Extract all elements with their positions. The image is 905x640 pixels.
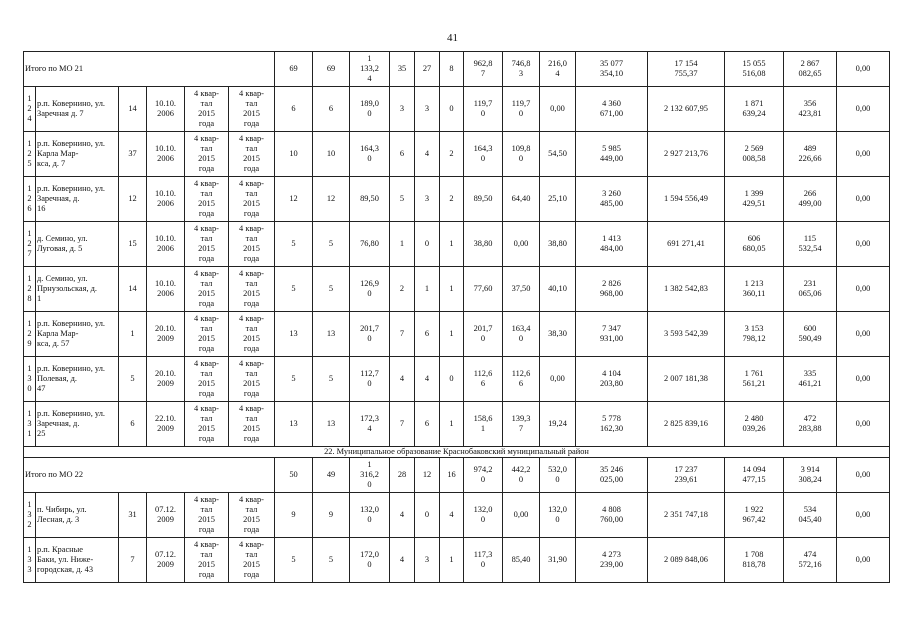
table-cell: 15 — [119, 222, 147, 267]
table-cell: 5 778 162,30 — [576, 402, 648, 447]
table-cell: 5 — [313, 267, 350, 312]
table-cell: 7 347 931,00 — [576, 312, 648, 357]
table-cell: 1 708 818,78 — [725, 538, 784, 583]
table-cell: 6 — [275, 87, 313, 132]
table-cell: 691 271,41 — [648, 222, 725, 267]
table-cell: 37 — [119, 132, 147, 177]
table-cell: 7 — [390, 312, 415, 357]
table-cell: 474 572,16 — [784, 538, 837, 583]
table-cell: 4 квар- тал 2015 года — [185, 177, 229, 222]
table-cell: 5 — [275, 222, 313, 267]
table-cell: 6 — [119, 402, 147, 447]
table-cell: 10.10. 2006 — [147, 267, 185, 312]
table-cell: 1 2 5 — [24, 132, 36, 177]
table-cell: 49 — [313, 458, 350, 493]
table-cell: 5 985 449,00 — [576, 132, 648, 177]
table-cell: 442,2 0 — [503, 458, 540, 493]
table-cell: 0,00 — [540, 357, 576, 402]
table-cell: 5 — [390, 177, 415, 222]
table-cell: 50 — [275, 458, 313, 493]
table-cell: 10.10. 2006 — [147, 177, 185, 222]
table-cell: 472 283,88 — [784, 402, 837, 447]
table-cell: 139,3 7 — [503, 402, 540, 447]
table-cell: 163,4 0 — [503, 312, 540, 357]
table-cell: 115 532,54 — [784, 222, 837, 267]
table-cell: 2 825 839,16 — [648, 402, 725, 447]
table-cell: 158,6 1 — [464, 402, 503, 447]
table-cell: 6 — [313, 87, 350, 132]
table-cell: 1 316,2 0 — [350, 458, 390, 493]
table-cell: 3 153 798,12 — [725, 312, 784, 357]
table-cell: 4 квар- тал 2015 года — [185, 312, 229, 357]
table-cell: 1 213 360,11 — [725, 267, 784, 312]
table-cell: 9 — [313, 493, 350, 538]
table-cell: 35 077 354,10 — [576, 52, 648, 87]
table-cell: 1 2 7 — [24, 222, 36, 267]
table-cell: 0,00 — [503, 493, 540, 538]
table-cell: 14 094 477,15 — [725, 458, 784, 493]
table-cell: 17 154 755,37 — [648, 52, 725, 87]
table-cell: 4 квар- тал 2015 года — [185, 402, 229, 447]
table-cell: 1 2 4 — [24, 87, 36, 132]
table-cell: 54,50 — [540, 132, 576, 177]
table-cell: 4 квар- тал 2015 года — [229, 402, 275, 447]
table-cell: 600 590,49 — [784, 312, 837, 357]
table-cell: 1 871 639,24 — [725, 87, 784, 132]
table-cell: 8 — [440, 52, 464, 87]
table-cell: 4 квар- тал 2015 года — [185, 222, 229, 267]
table-cell: 13 — [313, 402, 350, 447]
table-cell: 16 — [440, 458, 464, 493]
table-cell: 10 — [275, 132, 313, 177]
table-row — [24, 267, 890, 312]
table-cell: 0 — [415, 493, 440, 538]
table-cell: п. Чибирь, ул. Лесная, д. 3 — [36, 493, 119, 538]
table-cell: 1 — [119, 312, 147, 357]
table-cell: р.п. Ковернино, ул. Заречная д. 7 — [36, 87, 119, 132]
table-row — [24, 357, 890, 402]
table-cell: 1 133,2 4 — [350, 52, 390, 87]
table-cell: 10 — [313, 132, 350, 177]
table-cell: 4 360 671,00 — [576, 87, 648, 132]
table-cell: 0,00 — [837, 267, 890, 312]
table-cell: 89,50 — [464, 177, 503, 222]
table-cell: р.п. Ковернино, ул. Полевая, д. 47 — [36, 357, 119, 402]
table-cell: 76,80 — [350, 222, 390, 267]
table-cell: 356 423,81 — [784, 87, 837, 132]
table-cell: 132,0 0 — [350, 493, 390, 538]
table-cell: 5 — [313, 538, 350, 583]
table-row — [24, 132, 890, 177]
table-cell: 89,50 — [350, 177, 390, 222]
table-cell: 189,0 0 — [350, 87, 390, 132]
table-cell: 532,0 0 — [540, 458, 576, 493]
table-cell: 1 — [440, 267, 464, 312]
table-cell: 3 — [415, 87, 440, 132]
table-cell: 2 132 607,95 — [648, 87, 725, 132]
table-cell: 38,80 — [464, 222, 503, 267]
table-cell: 112,6 6 — [503, 357, 540, 402]
table-cell: 9 — [275, 493, 313, 538]
table-cell: 4 квар- тал 2015 года — [229, 267, 275, 312]
table-cell: 1 — [415, 267, 440, 312]
table-cell: 2 351 747,18 — [648, 493, 725, 538]
table-cell: 5 — [313, 357, 350, 402]
table-cell: 3 260 485,00 — [576, 177, 648, 222]
table-cell: 4 квар- тал 2015 года — [229, 132, 275, 177]
table-cell: 2 927 213,76 — [648, 132, 725, 177]
table-cell: 31,90 — [540, 538, 576, 583]
table-cell: 109,8 0 — [503, 132, 540, 177]
table-cell: 1 2 6 — [24, 177, 36, 222]
table-cell: р.п. Ковернино, ул. Карла Мар- кса, д. 7 — [36, 132, 119, 177]
table-cell: 2 — [390, 267, 415, 312]
table-cell: 4 квар- тал 2015 года — [185, 493, 229, 538]
table-cell: 37,50 — [503, 267, 540, 312]
table-cell: 2 826 968,00 — [576, 267, 648, 312]
table-cell: 40,10 — [540, 267, 576, 312]
table-cell: 3 593 542,39 — [648, 312, 725, 357]
table-cell: 0 — [440, 357, 464, 402]
table-cell: 77,60 — [464, 267, 503, 312]
table-cell: 0,00 — [837, 87, 890, 132]
table-cell: 2 — [440, 132, 464, 177]
table-cell: 6 — [415, 402, 440, 447]
table-cell: 35 246 025,00 — [576, 458, 648, 493]
table-cell: 38,80 — [540, 222, 576, 267]
table-cell: 4 квар- тал 2015 года — [229, 222, 275, 267]
table-row — [24, 538, 890, 583]
table-cell: 5 — [275, 538, 313, 583]
table-cell: 4 — [440, 493, 464, 538]
table-row — [24, 493, 890, 538]
table-cell: 2 007 181,38 — [648, 357, 725, 402]
table-cell: 132,0 0 — [464, 493, 503, 538]
table-cell: 4 — [415, 132, 440, 177]
table-cell: 22.10. 2009 — [147, 402, 185, 447]
table-cell: 489 226,66 — [784, 132, 837, 177]
table-cell: 5 — [119, 357, 147, 402]
table-cell: 335 461,21 — [784, 357, 837, 402]
table-cell: 7 — [390, 402, 415, 447]
table-cell: 266 499,00 — [784, 177, 837, 222]
table-row — [24, 222, 890, 267]
table-cell: 4 квар- тал 2015 года — [229, 357, 275, 402]
table-cell: 1 — [440, 222, 464, 267]
table-cell: 1 3 3 — [24, 538, 36, 583]
table-cell: 13 — [313, 312, 350, 357]
table-cell: 0,00 — [837, 402, 890, 447]
table-cell: 0,00 — [837, 177, 890, 222]
table-cell: 0,00 — [837, 458, 890, 493]
table-cell: 20.10. 2009 — [147, 312, 185, 357]
table-cell: 1 594 556,49 — [648, 177, 725, 222]
table-cell: 4 квар- тал 2015 года — [229, 493, 275, 538]
table-cell: 1 — [390, 222, 415, 267]
table-cell: 15 055 516,08 — [725, 52, 784, 87]
table-cell: 07.12. 2009 — [147, 493, 185, 538]
table-cell: 3 914 308,24 — [784, 458, 837, 493]
table-cell: 3 — [415, 538, 440, 583]
table-cell: 4 квар- тал 2015 года — [185, 87, 229, 132]
page-number: 41 — [447, 32, 458, 44]
table-cell: 38,30 — [540, 312, 576, 357]
table-cell: р.п. Ковернино, ул. Заречная, д. 16 — [36, 177, 119, 222]
table-cell: 172,3 4 — [350, 402, 390, 447]
table-cell: 746,8 3 — [503, 52, 540, 87]
table-cell: 6 — [415, 312, 440, 357]
table-cell: 1 413 484,00 — [576, 222, 648, 267]
table-cell: 35 — [390, 52, 415, 87]
table-cell: 5 — [275, 357, 313, 402]
table-cell: 119,7 0 — [503, 87, 540, 132]
table-cell: 3 — [390, 87, 415, 132]
table-cell: 3 — [415, 177, 440, 222]
table-cell: 2 089 848,06 — [648, 538, 725, 583]
table-cell: 27 — [415, 52, 440, 87]
table-cell: 2 480 039,26 — [725, 402, 784, 447]
table-cell: 4 квар- тал 2015 года — [229, 87, 275, 132]
table-row — [24, 312, 890, 357]
table-cell: 1 — [440, 312, 464, 357]
table-cell: 2 — [440, 177, 464, 222]
table-cell: 606 680,05 — [725, 222, 784, 267]
table-cell: 4 квар- тал 2015 года — [185, 132, 229, 177]
total-row — [24, 52, 890, 87]
table-cell: 1 3 0 — [24, 357, 36, 402]
table-cell: 1 922 967,42 — [725, 493, 784, 538]
table-cell: Итого по МО 22 — [24, 458, 275, 493]
table-cell: 164,3 0 — [350, 132, 390, 177]
table-cell: 64,40 — [503, 177, 540, 222]
table-cell: 0,00 — [837, 52, 890, 87]
table-cell: 4 квар- тал 2015 года — [229, 177, 275, 222]
table-cell: 1 3 2 — [24, 493, 36, 538]
table-cell: 119,7 0 — [464, 87, 503, 132]
table-cell: 85,40 — [503, 538, 540, 583]
table-cell: 0,00 — [837, 538, 890, 583]
table-cell: 12 — [415, 458, 440, 493]
table-cell: 4 — [390, 538, 415, 583]
table-cell: р.п. Ковернино, ул. Заречная, д. 25 — [36, 402, 119, 447]
table-cell: 4 квар- тал 2015 года — [185, 538, 229, 583]
table-cell: 1 — [440, 538, 464, 583]
table-cell: 534 045,40 — [784, 493, 837, 538]
table-cell: 0,00 — [837, 132, 890, 177]
table-cell: 1 — [440, 402, 464, 447]
table-cell: 1 399 429,51 — [725, 177, 784, 222]
table-cell: 69 — [275, 52, 313, 87]
table-cell: 4 808 760,00 — [576, 493, 648, 538]
table-cell: 6 — [390, 132, 415, 177]
table-cell: 69 — [313, 52, 350, 87]
table-cell: 0 — [440, 87, 464, 132]
table-cell: 0,00 — [837, 222, 890, 267]
table-cell: 1 382 542,83 — [648, 267, 725, 312]
table-cell: 974,2 0 — [464, 458, 503, 493]
table-cell: 4 квар- тал 2015 года — [229, 312, 275, 357]
table-cell: 1 3 1 — [24, 402, 36, 447]
table-cell: 117,3 0 — [464, 538, 503, 583]
table-cell: р.п. Ковернино, ул. Карла Мар- кса, д. 57 — [36, 312, 119, 357]
table-cell: 216,0 4 — [540, 52, 576, 87]
table-cell: 22. Муниципальное образование Краснобаковский муниципальный район — [24, 447, 890, 458]
table-row — [24, 177, 890, 222]
table-cell: 2 569 008,58 — [725, 132, 784, 177]
table-cell: 14 — [119, 87, 147, 132]
table-cell: 962,8 7 — [464, 52, 503, 87]
table-cell: 07.12. 2009 — [147, 538, 185, 583]
table-cell: 13 — [275, 312, 313, 357]
table-cell: 4 — [390, 357, 415, 402]
table-cell: 2 867 082,65 — [784, 52, 837, 87]
table-cell: 4 квар- тал 2015 года — [185, 357, 229, 402]
table-cell: 4 — [415, 357, 440, 402]
table-cell: 10.10. 2006 — [147, 87, 185, 132]
table-cell: 0,00 — [837, 493, 890, 538]
table-row — [24, 402, 890, 447]
table-cell: 126,9 0 — [350, 267, 390, 312]
table-cell: 0,00 — [837, 312, 890, 357]
table-cell: 12 — [313, 177, 350, 222]
table-cell: 10.10. 2006 — [147, 132, 185, 177]
table-cell: 4 квар- тал 2015 года — [229, 538, 275, 583]
table-cell: 19,24 — [540, 402, 576, 447]
table-cell: 172,0 0 — [350, 538, 390, 583]
table-cell: д. Семино, ул. Луговая, д. 5 — [36, 222, 119, 267]
table-cell: 5 — [275, 267, 313, 312]
table-body — [24, 52, 890, 583]
table-cell: 13 — [275, 402, 313, 447]
table-cell: р.п. Красные Баки, ул. Ниже- городская, д. 43 — [36, 538, 119, 583]
section-header-row — [24, 447, 890, 458]
table-cell: 164,3 0 — [464, 132, 503, 177]
table-cell: 12 — [275, 177, 313, 222]
table-cell: 14 — [119, 267, 147, 312]
table-cell: 31 — [119, 493, 147, 538]
table-cell: 12 — [119, 177, 147, 222]
table-cell: 1 761 561,21 — [725, 357, 784, 402]
table-cell: 132,0 0 — [540, 493, 576, 538]
table-cell: 4 квар- тал 2015 года — [185, 267, 229, 312]
table-cell: 0,00 — [837, 357, 890, 402]
table-cell: Итого по МО 21 — [24, 52, 275, 87]
table-row — [24, 87, 890, 132]
table-cell: 5 — [313, 222, 350, 267]
table-cell: д. Семино, ул. Прнузольская, д. 1 — [36, 267, 119, 312]
table-cell: 25,10 — [540, 177, 576, 222]
total-row — [24, 458, 890, 493]
table-cell: 1 2 8 — [24, 267, 36, 312]
table-cell: 0,00 — [540, 87, 576, 132]
table-cell: 17 237 239,61 — [648, 458, 725, 493]
table-cell: 112,7 0 — [350, 357, 390, 402]
table-cell: 20.10. 2009 — [147, 357, 185, 402]
table-cell: 0 — [415, 222, 440, 267]
table-cell: 10.10. 2006 — [147, 222, 185, 267]
table-cell: 0,00 — [503, 222, 540, 267]
table-cell: 4 273 239,00 — [576, 538, 648, 583]
table-cell: 231 065,06 — [784, 267, 837, 312]
table-cell: 201,7 0 — [350, 312, 390, 357]
table-cell: 112,6 6 — [464, 357, 503, 402]
table-cell: 4 104 203,80 — [576, 357, 648, 402]
table-cell: 201,7 0 — [464, 312, 503, 357]
table-cell: 1 2 9 — [24, 312, 36, 357]
table-cell: 28 — [390, 458, 415, 493]
housing-program-table — [23, 51, 890, 583]
table-cell: 7 — [119, 538, 147, 583]
table-cell: 4 — [390, 493, 415, 538]
